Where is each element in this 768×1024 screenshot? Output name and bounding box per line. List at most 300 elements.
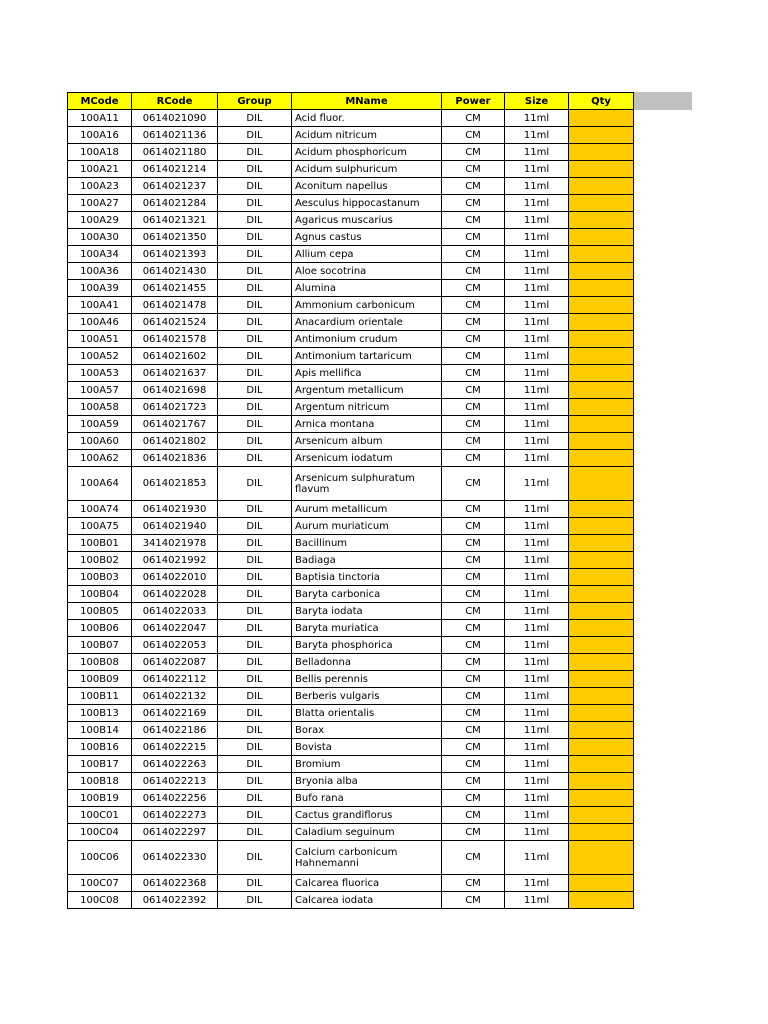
table-row [68, 314, 634, 331]
mname-cell: Belladonna [292, 654, 442, 671]
rcode-cell: 0614022368 [132, 875, 218, 892]
mcode-cell: 100B04 [68, 586, 132, 603]
rcode-cell: 0614021136 [132, 127, 218, 144]
qty-input-cell[interactable] [569, 654, 634, 671]
qty-input-cell[interactable] [569, 110, 634, 127]
col-header-rcode: RCode [132, 93, 218, 110]
power-cell: CM [442, 178, 505, 195]
group-cell: DIL [218, 416, 292, 433]
group-cell: DIL [218, 280, 292, 297]
size-cell: 11ml [505, 705, 569, 722]
group-cell: DIL [218, 824, 292, 841]
mname-cell: Bovista [292, 739, 442, 756]
mname-cell: Aesculus hippocastanum [292, 195, 442, 212]
power-cell: CM [442, 110, 505, 127]
power-cell: CM [442, 739, 505, 756]
qty-input-cell[interactable] [569, 399, 634, 416]
qty-input-cell[interactable] [569, 331, 634, 348]
qty-input-cell[interactable] [569, 790, 634, 807]
power-cell: CM [442, 195, 505, 212]
rcode-cell: 0614021802 [132, 433, 218, 450]
power-cell: CM [442, 467, 505, 501]
group-cell: DIL [218, 807, 292, 824]
qty-input-cell[interactable] [569, 535, 634, 552]
table-row [68, 688, 634, 705]
table-row [68, 178, 634, 195]
qty-input-cell[interactable] [569, 195, 634, 212]
size-cell: 11ml [505, 892, 569, 909]
qty-input-cell[interactable] [569, 297, 634, 314]
qty-input-cell[interactable] [569, 841, 634, 875]
group-cell: DIL [218, 501, 292, 518]
power-cell: CM [442, 654, 505, 671]
size-cell: 11ml [505, 433, 569, 450]
mcode-cell: 100B11 [68, 688, 132, 705]
group-cell: DIL [218, 399, 292, 416]
mcode-cell: 100A58 [68, 399, 132, 416]
mcode-cell: 100B05 [68, 603, 132, 620]
mname-cell: Calcarea fluorica [292, 875, 442, 892]
mcode-cell: 100C06 [68, 841, 132, 875]
rcode-cell: 0614021637 [132, 365, 218, 382]
qty-input-cell[interactable] [569, 229, 634, 246]
qty-input-cell[interactable] [569, 569, 634, 586]
table-row [68, 144, 634, 161]
size-cell: 11ml [505, 450, 569, 467]
rcode-cell: 0614022273 [132, 807, 218, 824]
mcode-cell: 100B08 [68, 654, 132, 671]
rcode-cell: 0614021940 [132, 518, 218, 535]
power-cell: CM [442, 569, 505, 586]
table-row [68, 365, 634, 382]
qty-input-cell[interactable] [569, 348, 634, 365]
group-cell: DIL [218, 212, 292, 229]
qty-input-cell[interactable] [569, 671, 634, 688]
rcode-cell: 0614022047 [132, 620, 218, 637]
mcode-cell: 100A27 [68, 195, 132, 212]
mname-cell: Calcium carbonicum Hahnemanni [292, 841, 442, 875]
size-cell: 11ml [505, 348, 569, 365]
mcode-cell: 100B16 [68, 739, 132, 756]
mcode-cell: 100A64 [68, 467, 132, 501]
mname-cell: Aurum muriaticum [292, 518, 442, 535]
qty-input-cell[interactable] [569, 620, 634, 637]
mname-cell: Bellis perennis [292, 671, 442, 688]
size-cell: 11ml [505, 773, 569, 790]
size-cell: 11ml [505, 229, 569, 246]
mcode-cell: 100B17 [68, 756, 132, 773]
table-row [68, 722, 634, 739]
mcode-cell: 100A21 [68, 161, 132, 178]
group-cell: DIL [218, 433, 292, 450]
mcode-cell: 100A74 [68, 501, 132, 518]
rcode-cell: 0614022186 [132, 722, 218, 739]
qty-input-cell[interactable] [569, 824, 634, 841]
mcode-cell: 100A11 [68, 110, 132, 127]
group-cell: DIL [218, 705, 292, 722]
group-cell: DIL [218, 450, 292, 467]
qty-input-cell[interactable] [569, 433, 634, 450]
table-row [68, 161, 634, 178]
group-cell: DIL [218, 144, 292, 161]
mname-cell: Ammonium carbonicum [292, 297, 442, 314]
rcode-cell: 0614021723 [132, 399, 218, 416]
size-cell: 11ml [505, 535, 569, 552]
qty-input-cell[interactable] [569, 382, 634, 399]
qty-input-cell[interactable] [569, 688, 634, 705]
qty-input-cell[interactable] [569, 365, 634, 382]
size-cell: 11ml [505, 365, 569, 382]
rcode-cell: 0614021455 [132, 280, 218, 297]
mcode-cell: 100A62 [68, 450, 132, 467]
mcode-cell: 100A75 [68, 518, 132, 535]
size-cell: 11ml [505, 569, 569, 586]
rcode-cell: 0614021214 [132, 161, 218, 178]
power-cell: CM [442, 399, 505, 416]
group-cell: DIL [218, 722, 292, 739]
rcode-cell: 0614022053 [132, 637, 218, 654]
adjacent-gray-cell [634, 92, 692, 110]
rcode-cell: 0614022392 [132, 892, 218, 909]
table-row [68, 756, 634, 773]
size-cell: 11ml [505, 263, 569, 280]
group-cell: DIL [218, 620, 292, 637]
power-cell: CM [442, 620, 505, 637]
table-row [68, 671, 634, 688]
qty-input-cell[interactable] [569, 314, 634, 331]
qty-input-cell[interactable] [569, 212, 634, 229]
size-cell: 11ml [505, 739, 569, 756]
group-cell: DIL [218, 654, 292, 671]
qty-input-cell[interactable] [569, 263, 634, 280]
power-cell: CM [442, 416, 505, 433]
table-row [68, 790, 634, 807]
group-cell: DIL [218, 382, 292, 399]
mname-cell: Alumina [292, 280, 442, 297]
power-cell: CM [442, 229, 505, 246]
group-cell: DIL [218, 535, 292, 552]
mname-cell: Anacardium orientale [292, 314, 442, 331]
group-cell: DIL [218, 773, 292, 790]
group-cell: DIL [218, 892, 292, 909]
power-cell: CM [442, 297, 505, 314]
mname-cell: Arsenicum sulphuratum flavum [292, 467, 442, 501]
table-row [68, 501, 634, 518]
table-row [68, 229, 634, 246]
table-row [68, 841, 634, 875]
mcode-cell: 100A34 [68, 246, 132, 263]
qty-input-cell[interactable] [569, 144, 634, 161]
size-cell: 11ml [505, 722, 569, 739]
mname-cell: Acidum nitricum [292, 127, 442, 144]
mname-cell: Blatta orientalis [292, 705, 442, 722]
mname-cell: Calcarea iodata [292, 892, 442, 909]
size-cell: 11ml [505, 127, 569, 144]
size-cell: 11ml [505, 654, 569, 671]
power-cell: CM [442, 263, 505, 280]
mcode-cell: 100B07 [68, 637, 132, 654]
mname-cell: Baryta iodata [292, 603, 442, 620]
power-cell: CM [442, 671, 505, 688]
table-row [68, 416, 634, 433]
rcode-cell: 0614022213 [132, 773, 218, 790]
size-cell: 11ml [505, 603, 569, 620]
qty-input-cell[interactable] [569, 637, 634, 654]
mname-cell: Agnus castus [292, 229, 442, 246]
qty-input-cell[interactable] [569, 722, 634, 739]
mname-cell: Argentum metallicum [292, 382, 442, 399]
group-cell: DIL [218, 637, 292, 654]
qty-input-cell[interactable] [569, 705, 634, 722]
table-body [68, 110, 634, 909]
rcode-cell: 0614022330 [132, 841, 218, 875]
table-row [68, 535, 634, 552]
mname-cell: Baryta phosphorica [292, 637, 442, 654]
rcode-cell: 0614022132 [132, 688, 218, 705]
size-cell: 11ml [505, 501, 569, 518]
group-cell: DIL [218, 195, 292, 212]
size-cell: 11ml [505, 416, 569, 433]
qty-input-cell[interactable] [569, 127, 634, 144]
group-cell: DIL [218, 739, 292, 756]
qty-input-cell[interactable] [569, 280, 634, 297]
table-row [68, 297, 634, 314]
mname-cell: Antimonium tartaricum [292, 348, 442, 365]
power-cell: CM [442, 705, 505, 722]
qty-input-cell[interactable] [569, 518, 634, 535]
size-cell: 11ml [505, 620, 569, 637]
table-row [68, 586, 634, 603]
power-cell: CM [442, 144, 505, 161]
rcode-cell: 0614021350 [132, 229, 218, 246]
group-cell: DIL [218, 331, 292, 348]
rcode-cell: 0614021180 [132, 144, 218, 161]
qty-input-cell[interactable] [569, 586, 634, 603]
group-cell: DIL [218, 246, 292, 263]
mcode-cell: 100A57 [68, 382, 132, 399]
mcode-cell: 100A51 [68, 331, 132, 348]
rcode-cell: 0614021090 [132, 110, 218, 127]
table-row [68, 331, 634, 348]
power-cell: CM [442, 892, 505, 909]
group-cell: DIL [218, 348, 292, 365]
mcode-cell: 100A18 [68, 144, 132, 161]
mname-cell: Allium cepa [292, 246, 442, 263]
qty-input-cell[interactable] [569, 178, 634, 195]
rcode-cell: 0614022169 [132, 705, 218, 722]
mname-cell: Acidum phosphoricum [292, 144, 442, 161]
table-row [68, 467, 634, 501]
mname-cell: Aconitum napellus [292, 178, 442, 195]
qty-input-cell[interactable] [569, 603, 634, 620]
mname-cell: Bufo rana [292, 790, 442, 807]
power-cell: CM [442, 807, 505, 824]
mcode-cell: 100A23 [68, 178, 132, 195]
mname-cell: Baptisia tinctoria [292, 569, 442, 586]
mname-cell: Bacillinum [292, 535, 442, 552]
size-cell: 11ml [505, 841, 569, 875]
size-cell: 11ml [505, 178, 569, 195]
power-cell: CM [442, 688, 505, 705]
qty-input-cell[interactable] [569, 501, 634, 518]
rcode-cell: 0614021524 [132, 314, 218, 331]
qty-input-cell[interactable] [569, 807, 634, 824]
power-cell: CM [442, 246, 505, 263]
power-cell: CM [442, 348, 505, 365]
table-row [68, 637, 634, 654]
power-cell: CM [442, 518, 505, 535]
group-cell: DIL [218, 841, 292, 875]
power-cell: CM [442, 552, 505, 569]
table-row [68, 110, 634, 127]
power-cell: CM [442, 841, 505, 875]
group-cell: DIL [218, 297, 292, 314]
mcode-cell: 100A46 [68, 314, 132, 331]
rcode-cell: 0614021321 [132, 212, 218, 229]
mcode-cell: 100B06 [68, 620, 132, 637]
size-cell: 11ml [505, 399, 569, 416]
table-row [68, 127, 634, 144]
power-cell: CM [442, 773, 505, 790]
rcode-cell: 3414021978 [132, 535, 218, 552]
size-cell: 11ml [505, 518, 569, 535]
rcode-cell: 0614022112 [132, 671, 218, 688]
rcode-cell: 0614021578 [132, 331, 218, 348]
table-row [68, 654, 634, 671]
rcode-cell: 0614021237 [132, 178, 218, 195]
qty-input-cell[interactable] [569, 450, 634, 467]
mcode-cell: 100C01 [68, 807, 132, 824]
power-cell: CM [442, 603, 505, 620]
rcode-cell: 0614021393 [132, 246, 218, 263]
product-order-table [67, 92, 634, 909]
size-cell: 11ml [505, 331, 569, 348]
mcode-cell: 100B14 [68, 722, 132, 739]
group-cell: DIL [218, 518, 292, 535]
qty-input-cell[interactable] [569, 773, 634, 790]
mname-cell: Baryta muriatica [292, 620, 442, 637]
rcode-cell: 0614021602 [132, 348, 218, 365]
size-cell: 11ml [505, 671, 569, 688]
qty-input-cell[interactable] [569, 246, 634, 263]
group-cell: DIL [218, 603, 292, 620]
mname-cell: Cactus grandiflorus [292, 807, 442, 824]
group-cell: DIL [218, 552, 292, 569]
rcode-cell: 0614021853 [132, 467, 218, 501]
rcode-cell: 0614022297 [132, 824, 218, 841]
table-row [68, 705, 634, 722]
size-cell: 11ml [505, 297, 569, 314]
mname-cell: Aurum metallicum [292, 501, 442, 518]
table-row [68, 433, 634, 450]
table-row [68, 552, 634, 569]
mname-cell: Antimonium crudum [292, 331, 442, 348]
table-row [68, 807, 634, 824]
mcode-cell: 100B19 [68, 790, 132, 807]
qty-input-cell[interactable] [569, 756, 634, 773]
power-cell: CM [442, 722, 505, 739]
group-cell: DIL [218, 671, 292, 688]
table-row [68, 212, 634, 229]
table-row [68, 824, 634, 841]
power-cell: CM [442, 280, 505, 297]
mcode-cell: 100A16 [68, 127, 132, 144]
qty-input-cell[interactable] [569, 161, 634, 178]
power-cell: CM [442, 824, 505, 841]
table-row [68, 603, 634, 620]
table-row [68, 739, 634, 756]
mcode-cell: 100B01 [68, 535, 132, 552]
rcode-cell: 0614022010 [132, 569, 218, 586]
rcode-cell: 0614021992 [132, 552, 218, 569]
mname-cell: Acid fluor. [292, 110, 442, 127]
rcode-cell: 0614022256 [132, 790, 218, 807]
group-cell: DIL [218, 467, 292, 501]
table-row [68, 620, 634, 637]
power-cell: CM [442, 365, 505, 382]
rcode-cell: 0614021478 [132, 297, 218, 314]
size-cell: 11ml [505, 280, 569, 297]
rcode-cell: 0614021698 [132, 382, 218, 399]
mname-cell: Aloe socotrina [292, 263, 442, 280]
rcode-cell: 0614021284 [132, 195, 218, 212]
power-cell: CM [442, 331, 505, 348]
qty-input-cell[interactable] [569, 416, 634, 433]
power-cell: CM [442, 161, 505, 178]
rcode-cell: 0614021767 [132, 416, 218, 433]
size-cell: 11ml [505, 824, 569, 841]
mname-cell: Arsenicum album [292, 433, 442, 450]
qty-input-cell[interactable] [569, 875, 634, 892]
col-header-power: Power [442, 93, 505, 110]
power-cell: CM [442, 637, 505, 654]
mname-cell: Argentum nitricum [292, 399, 442, 416]
table-row [68, 875, 634, 892]
group-cell: DIL [218, 756, 292, 773]
group-cell: DIL [218, 365, 292, 382]
rcode-cell: 0614022033 [132, 603, 218, 620]
table-row [68, 892, 634, 909]
size-cell: 11ml [505, 586, 569, 603]
table-row [68, 195, 634, 212]
qty-input-cell[interactable] [569, 467, 634, 501]
qty-input-cell[interactable] [569, 739, 634, 756]
qty-input-cell[interactable] [569, 892, 634, 909]
mname-cell: Caladium seguinum [292, 824, 442, 841]
power-cell: CM [442, 127, 505, 144]
mcode-cell: 100B18 [68, 773, 132, 790]
size-cell: 11ml [505, 144, 569, 161]
group-cell: DIL [218, 161, 292, 178]
size-cell: 11ml [505, 875, 569, 892]
size-cell: 11ml [505, 161, 569, 178]
size-cell: 11ml [505, 110, 569, 127]
table-row [68, 569, 634, 586]
mname-cell: Arnica montana [292, 416, 442, 433]
mcode-cell: 100B13 [68, 705, 132, 722]
qty-input-cell[interactable] [569, 552, 634, 569]
size-cell: 11ml [505, 637, 569, 654]
mcode-cell: 100A52 [68, 348, 132, 365]
power-cell: CM [442, 790, 505, 807]
mcode-cell: 100A41 [68, 297, 132, 314]
mcode-cell: 100A30 [68, 229, 132, 246]
rcode-cell: 0614022263 [132, 756, 218, 773]
mcode-cell: 100A36 [68, 263, 132, 280]
mname-cell: Apis mellifica [292, 365, 442, 382]
size-cell: 11ml [505, 467, 569, 501]
mname-cell: Acidum sulphuricum [292, 161, 442, 178]
